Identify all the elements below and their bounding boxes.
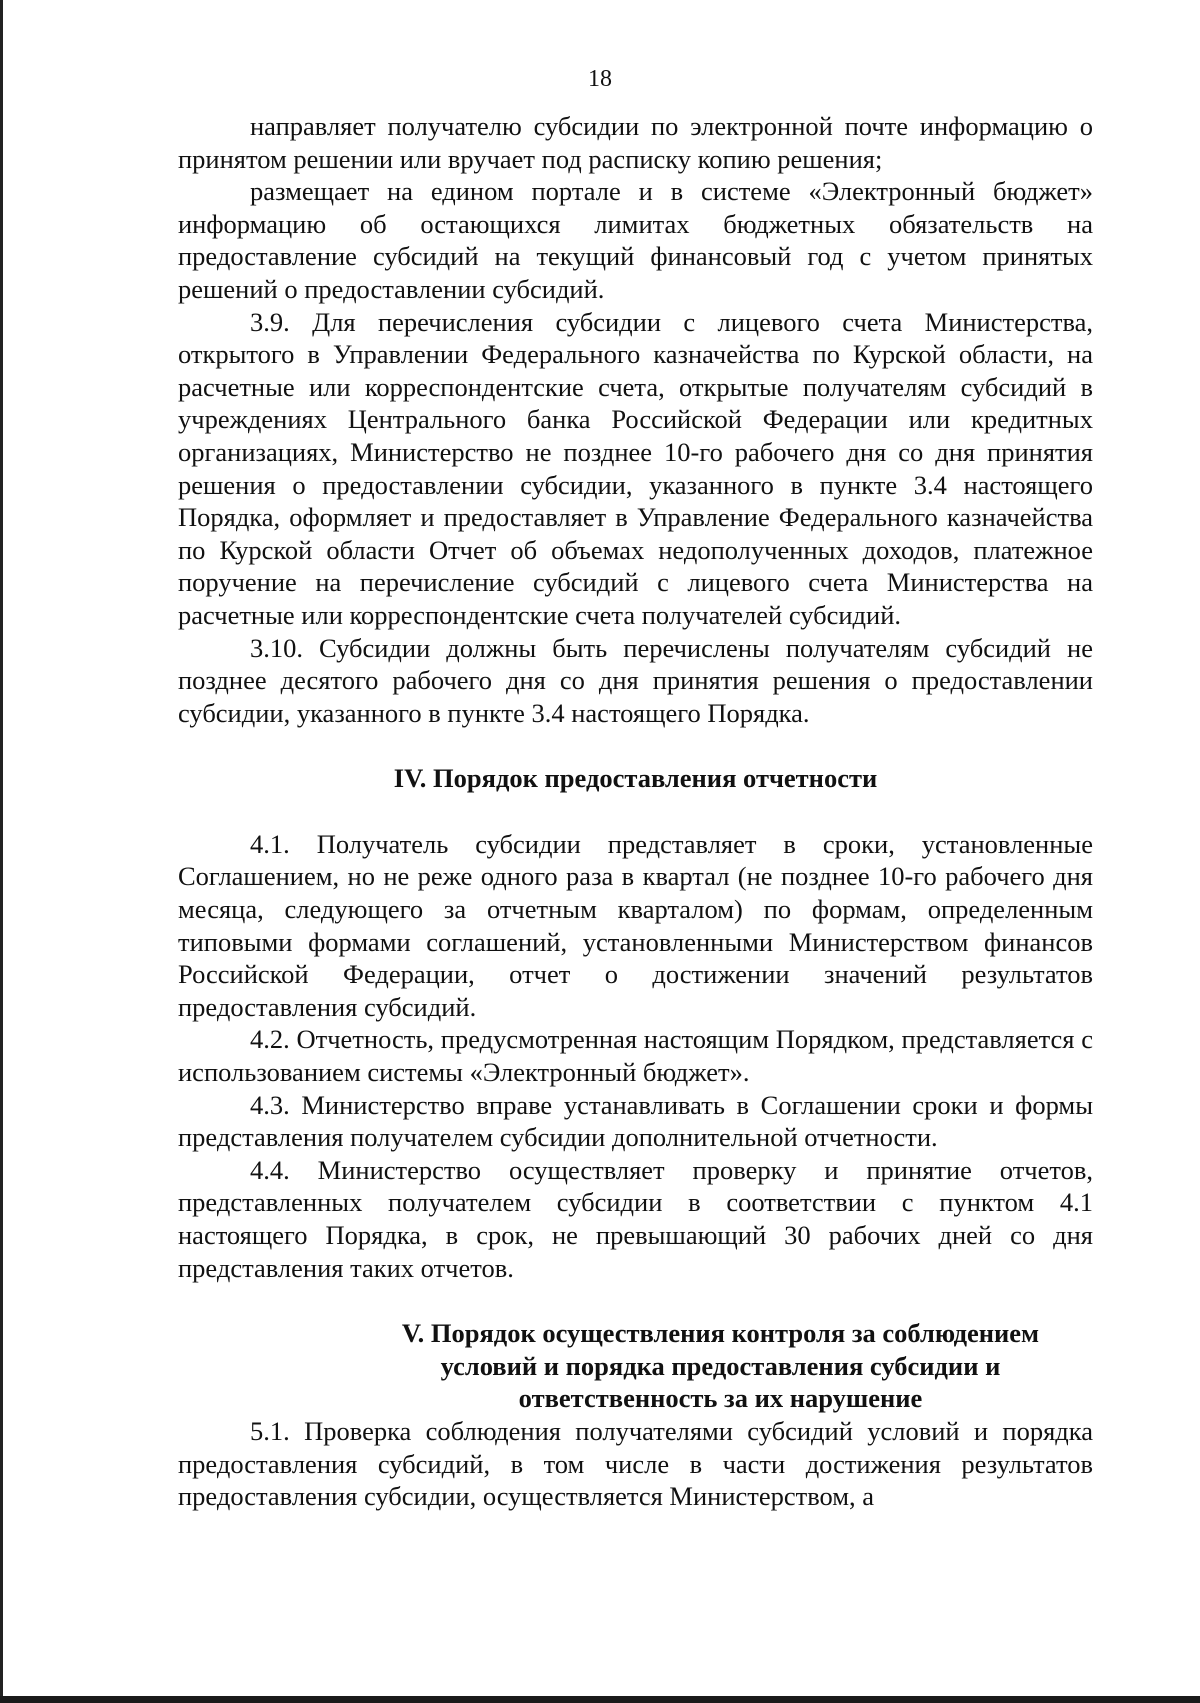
section-heading-v-line3: ответственность за их нарушение (518, 1383, 923, 1414)
section-heading-v (178, 1317, 1093, 1415)
section-heading-v-line2: условий и порядка предоставления субсидии и (440, 1350, 1001, 1381)
paragraph-5-1: 5.1. Проверка соблюдения получателями субсидий условий и порядка предоставления субсидий, в том числе в части достижения результатов предоставления субсидии, осуществляется Министерством, а (178, 1415, 1093, 1512)
paragraph-3-10: 3.10. Субсидии должны быть перечислены получателям субсидий не позднее десятого рабочего дня со дня принятия решения о предоставлении субсидии, указанного в пункте 3.4 настоящего Порядка. (178, 632, 1093, 728)
scan-edge-left (0, 0, 3, 1703)
scan-edge-bottom (0, 1696, 1200, 1703)
paragraph-4-1: 4.1. Получатель субсидии представляет в сроки, установленные Соглашением, но не реже одного раза в квартал (не позднее 10-го рабочего дня месяца, следующего за отчетным кварталом) по формам, определенным типовыми формами соглашений, установленными Министерством финансов Российской Федерации, отчет о достижении значений результатов предоставления субсидий. (178, 828, 1093, 1022)
paragraph-publish-portal: размещает на едином портале и в системе «Электронный бюджет» информацию об остающихся лимитах бюджетных обязательств на предоставление субсидий на текущий финансовый год с учетом принятых решений о предоставлении субсидий. (178, 176, 1093, 304)
paragraph-4-3: 4.3. Министерство вправе устанавливать в Соглашении сроки и формы представления получателем субсидии дополнительной отчетности. (178, 1089, 1093, 1153)
section-heading-iv: IV. Порядок предоставления отчетности (393, 763, 878, 794)
paragraph-3-9: 3.9. Для перечисления субсидии с лицевого счета Министерства, открытого в Управлении Федерального казначейства по Курской области, на расчетные или корреспондентские счета, открытые получателям субсидий в учреждениях Центрального банка Российской Федерации или кредитных организациях, Министерство не позднее 10-го рабочего дня со дня принятия решения о предоставлении субсидии, указанного в пункте 3.4 настоящего Порядка, оформляет и предоставляет в Управление Федерального казначейства по Курской области Отчет об объемах недополученных доходов, платежное поручение на перечисление субсидий с лицевого счета Министерства на расчетные или корреспондентские счета получателей субсидий. (178, 306, 1093, 630)
document-body (178, 110, 1093, 1513)
paragraph-notify-recipient: направляет получателю субсидии по электронной почте информацию о принятом решении или вручает под расписку копию решения; (178, 111, 1093, 174)
paragraph-4-4: 4.4. Министерство осуществляет проверку и принятие отчетов, представленных получателем субсидии в соответствии с пунктом 4.1 настоящего Порядка, в срок, не превышающий 30 рабочих дней со дня представления таких отчетов. (178, 1154, 1093, 1283)
paragraph-4-2: 4.2. Отчетность, предусмотренная настоящим Порядком, представляется с использованием системы «Электронный бюджет». (178, 1024, 1093, 1088)
page-number: 18 (588, 66, 612, 92)
section-heading-v-line1: V. Порядок осуществления контроля за соблюдением (401, 1318, 1040, 1349)
